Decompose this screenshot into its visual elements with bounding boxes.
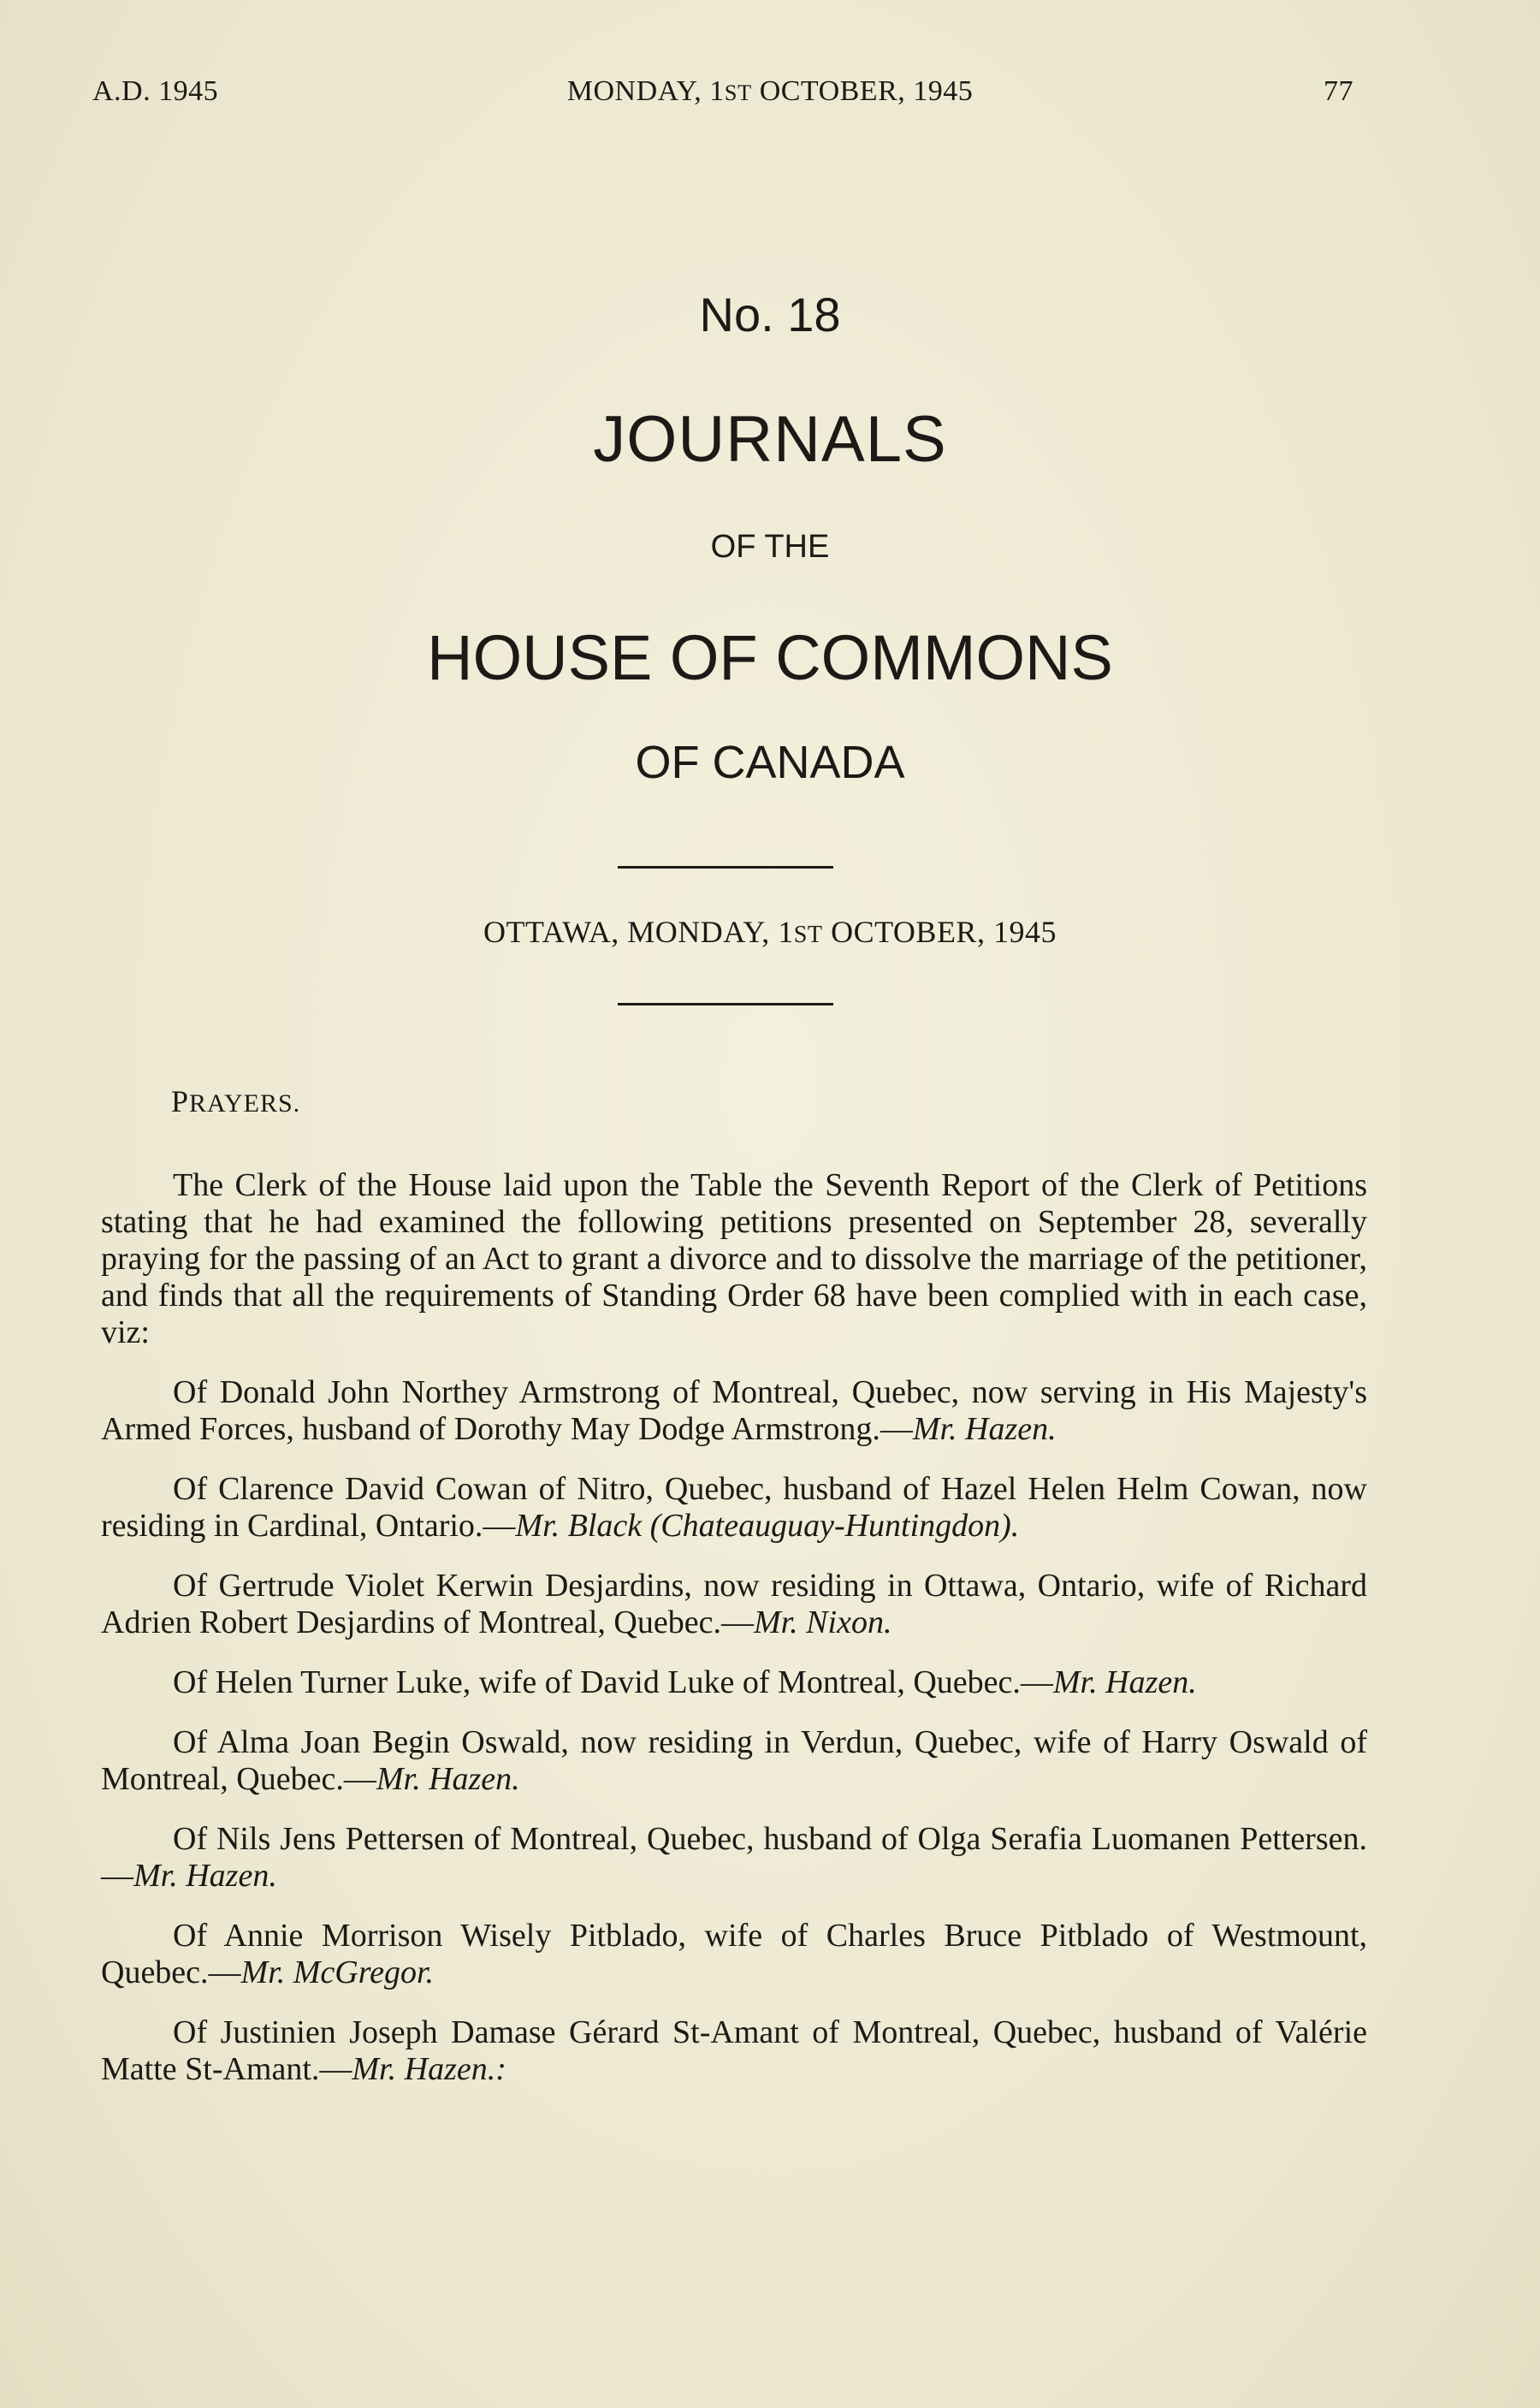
issue-number: No. 18 xyxy=(699,288,841,341)
page-number: 77 xyxy=(1324,75,1353,107)
header-date-post: OCTOBER, 1945 xyxy=(751,75,974,107)
header-date-pre: MONDAY, 1 xyxy=(566,75,725,107)
petition-text: Of Annie Morrison Wisely Pitblado, wife of Charles Bruce Pitblado of Westmount, Quebec.— xyxy=(101,1918,1367,1990)
petition-member: Mr. Nixon. xyxy=(753,1604,892,1640)
masthead-title: JOURNALS xyxy=(593,403,947,476)
dateline xyxy=(0,914,1540,950)
petition-member: Mr. Hazen.: xyxy=(352,2051,506,2087)
petition-text: Of Justinien Joseph Damase Gérard St-Amant of Montreal, Quebec, husband of Valérie Matte St-Amant.— xyxy=(101,2014,1367,2087)
petition-item xyxy=(101,2014,1367,2088)
petition-member: Mr. McGregor. xyxy=(240,1954,435,1990)
header-date-sup: ST xyxy=(724,80,752,105)
prayers-heading xyxy=(171,1083,300,1119)
clerk-report-paragraph xyxy=(101,1167,1367,1351)
petition-text: Of Clarence David Cowan of Nitro, Quebec, husband of Hazel Helen Helm Cowan, now residing in Cardinal, Ontario.— xyxy=(101,1471,1367,1544)
petition-member: Mr. Hazen. xyxy=(1052,1664,1197,1700)
dateline-pre: OTTAWA, MONDAY, 1 xyxy=(483,915,794,949)
masthead-of-the: OF THE xyxy=(710,529,830,565)
petition-item xyxy=(101,1664,1367,1701)
dateline-post: OCTOBER, 1945 xyxy=(822,915,1057,949)
masthead-country: OF CANADA xyxy=(635,737,905,788)
header-year: A.D. 1945 xyxy=(92,75,219,107)
masthead-house: HOUSE OF COMMONS xyxy=(427,622,1113,693)
petition-text: Of Donald John Northey Armstrong of Montreal, Quebec, now serving in His Majesty's Armed Forces, husband of Dorothy May Dodge Armstrong.— xyxy=(101,1374,1367,1447)
dateline-sup: ST xyxy=(793,922,823,948)
prayers-initial: P xyxy=(171,1084,190,1118)
petition-item xyxy=(101,1471,1367,1545)
prayers-rest: RAYERS. xyxy=(189,1089,301,1118)
petition-text: Of Gertrude Violet Kerwin Desjardins, now residing in Ottawa, Ontario, wife of Richard Adrien Robert Desjardins of Montreal, Quebec.— xyxy=(101,1568,1367,1640)
petition-member: Mr. Hazen. xyxy=(133,1858,277,1894)
petition-item xyxy=(101,1724,1367,1798)
petition-member: Mr. Hazen. xyxy=(376,1761,520,1797)
petition-item xyxy=(101,1568,1367,1641)
petition-item xyxy=(101,1918,1367,1991)
petition-member: Mr. Hazen. xyxy=(912,1411,1057,1447)
clerk-report-text: The Clerk of the House laid upon the Table the Seventh Report of the Clerk of Petitions stating that he had examined the following petitions presented on September 28, severally praying for the passing of an Act to grant a divorce and to dissolve the marriage of the petitioner, and finds that all the requirements of Standing Order 68 have been complied with in each case, viz: xyxy=(101,1167,1367,1350)
divider-top xyxy=(618,866,833,869)
petition-text: Of Alma Joan Begin Oswald, now residing in Verdun, Quebec, wife of Harry Oswald of Montreal, Quebec.— xyxy=(101,1724,1367,1797)
petition-text: Of Nils Jens Pettersen of Montreal, Quebec, husband of Olga Serafia Luomanen Pettersen.— xyxy=(101,1821,1367,1894)
petitions-list xyxy=(101,1374,1367,2088)
divider-bottom xyxy=(618,1003,833,1005)
petition-text: Of Helen Turner Luke, wife of David Luke of Montreal, Quebec.— xyxy=(173,1664,1053,1700)
petition-member: Mr. Black (Chateauguay-Huntingdon). xyxy=(515,1508,1020,1544)
petition-item xyxy=(101,1821,1367,1895)
petition-item xyxy=(101,1374,1367,1448)
